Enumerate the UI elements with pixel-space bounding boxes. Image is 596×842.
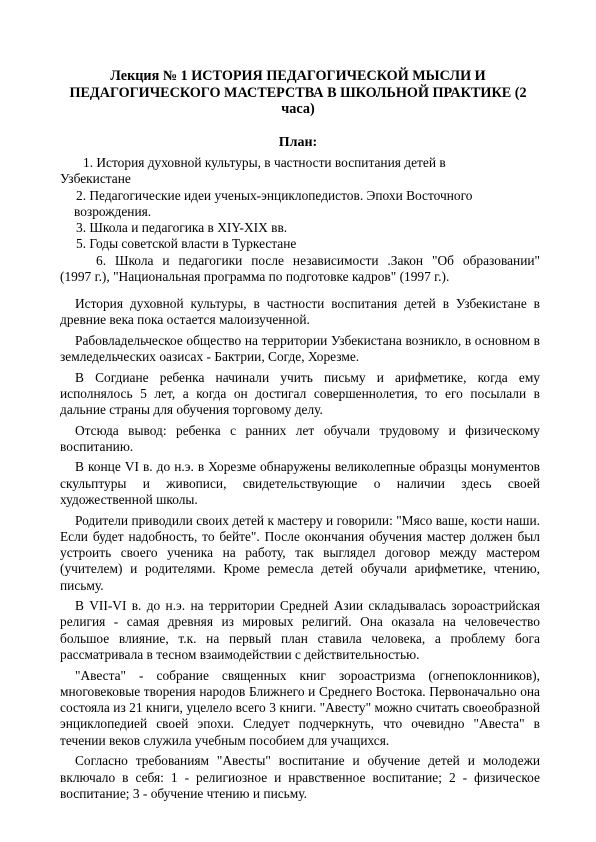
paragraph-7: В VII-VI в. до н.э. на территории Средней Азии складывалась зороастрийская религия - самая древняя из мировых религий. Она оказала на человечество большое влияние, т.к. на первый план ставила человека, а проблему бога рассматривала в тесном взаимодействии с действительностью. xyxy=(60,598,540,663)
lecture-title-line-3: часа) xyxy=(281,101,315,118)
plan-item-5-line-1: 6. Школа и педагогики после независимости .Закон "Об образовании" xyxy=(96,252,540,268)
paragraph-8: "Авеста" - собрание священных книг зороастризма (огнепоклонников), многовековые творения народов Ближнего и Среднего Востока. Первоначально она состояла из 21 книги, уцелело всего 3 книги. "Авесту" можно считать своеобразной энциклопедией своей эпохи. Следует подчеркнуть, что очевидно "Авеста" в течении веков служила учебным пособием для учащихся. xyxy=(60,667,540,748)
plan-item-2-line-2: возрождения. xyxy=(74,203,152,219)
lecture-body xyxy=(60,296,540,802)
plan-item-1-line-1: 1. История духовной культуры, в частности воспитания детей в xyxy=(83,155,446,170)
paragraph-5: В конце VI в. до н.э. в Хорезме обнаружены великолепные образцы монументов скульптуры и живописи, свидетельствующие о наличии здесь своей художественной школы. xyxy=(60,459,540,508)
paragraph-3: В Согдиане ребенка начинали учить письму и арифметике, когда ему исполнялось 5 лет, а когда он достигал совершеннолетия, то его посылали в дальние страны для обучения торговому делу. xyxy=(60,369,540,418)
lecture-title xyxy=(60,68,536,118)
lecture-title-line-1: Лекция № 1 ИСТОРИЯ ПЕДАГОГИЧЕСКОЙ МЫСЛИ И xyxy=(110,68,486,84)
paragraph-6: Родители приводили своих детей к мастеру и говорили: "Мясо ваше, кости наши. Если будет надобность, то бейте". После окончания обучения мастер должен был устроить своего ученика на работу, так выглядел договор между мастером (учителем) и родителями. Кроме ремесла детей обучали арифметике, чтению, письму. xyxy=(60,512,540,593)
lecture-title-line-2: ПЕДАГОГИЧЕСКОГО МАСТЕРСТВА В ШКОЛЬНОЙ ПРАКТИКЕ (2 xyxy=(69,84,527,101)
paragraph-4: Отсюда вывод: ребенка с ранних лет обучали трудовому и физическому воспитанию. xyxy=(60,422,540,454)
plan-item-2-line-1: 2. Педагогические идеи ученых-энциклопедистов. Эпохи Восточного xyxy=(76,187,473,203)
plan-item-3: 3. Школа и педагогика в XIY-XIX вв. xyxy=(76,220,288,236)
plan-item-1-line-2: Узбекистане xyxy=(60,171,131,187)
plan-list xyxy=(60,155,540,285)
plan-item-5-line-2: (1997 г.), "Национальная программа по подготовке кадров" (1997 г.). xyxy=(60,269,450,285)
plan-heading: План: xyxy=(278,135,318,150)
plan-item-4: 5. Годы советской власти в Туркестане xyxy=(76,236,297,252)
paragraph-2: Рабовладельческое общество на территории Узбекистана возникло, в основном в земледельческих оазисах - Бактрии, Согде, Хорезме. xyxy=(60,332,540,365)
paragraph-9: Согласно требованиям "Авесты" воспитание и обучение детей и молодежи включало в себя: 1 - религиозное и нравственное воспитание; 2 - физическое воспитание; 3 - обучение чтению и письму. xyxy=(60,753,540,801)
paragraph-1: История духовной культуры, в частности воспитания детей в Узбекистане в древние века пока остается малоизученной. xyxy=(60,296,540,328)
